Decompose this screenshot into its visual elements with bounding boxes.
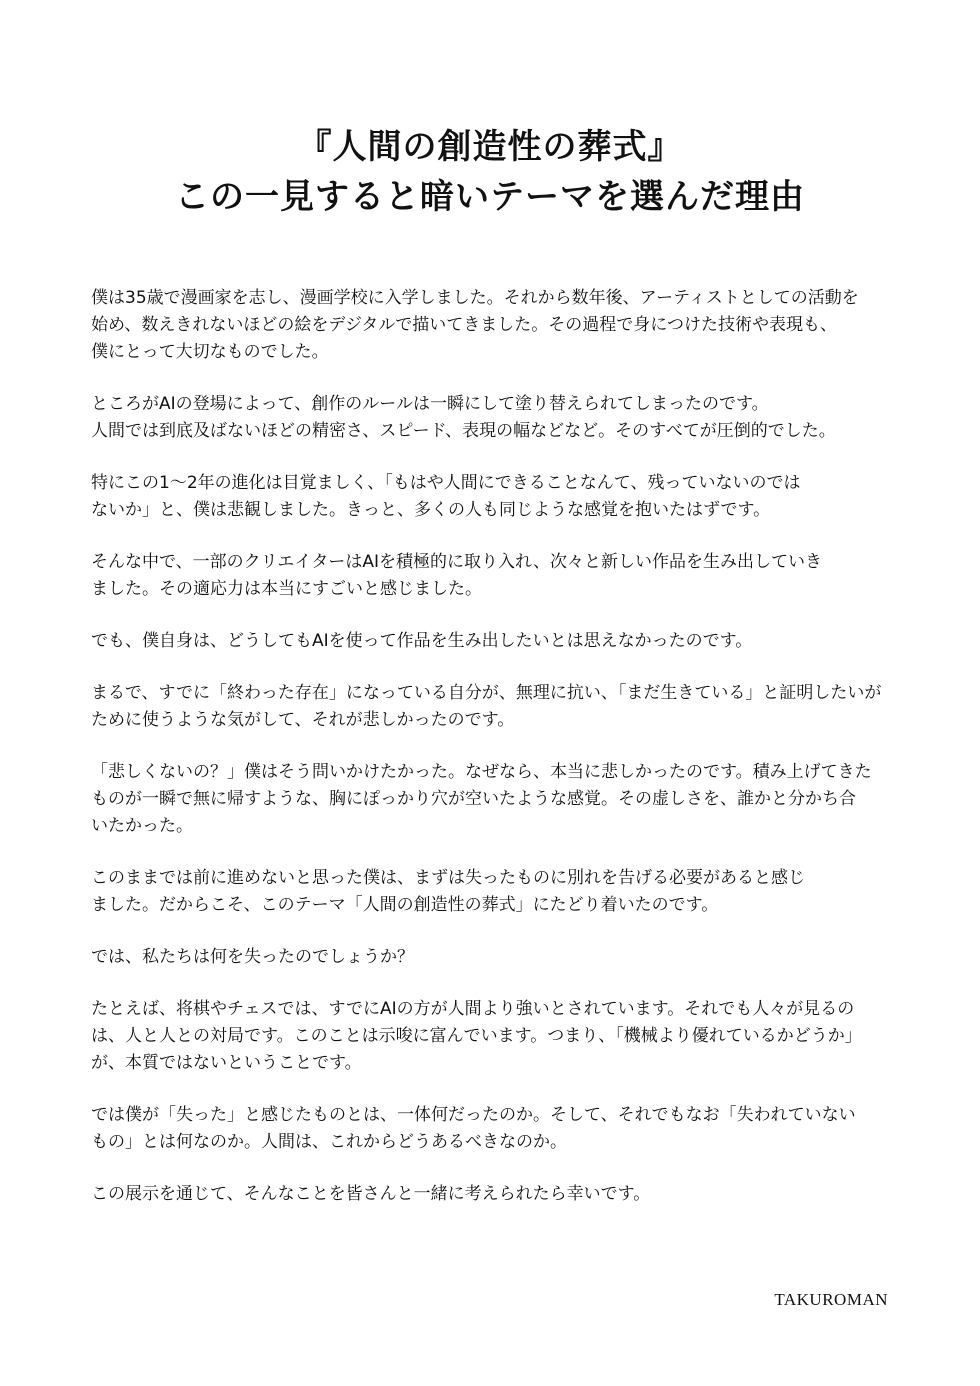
text-line: このままでは前に進めないと思った僕は、まずは失ったものに別れを告げる必要があると感じ — [91, 868, 805, 888]
paragraph-3 — [91, 470, 891, 524]
paragraph-5 — [91, 628, 891, 655]
paragraph-12 — [91, 1181, 891, 1208]
text-line: ものが一瞬で無に帰すような、胸にぽっかり穴が空いたような感覚。その虚しさを、誰かと分かち合 — [91, 789, 856, 809]
text-line: は、人と人との対局です。このことは示唆に富んでいます。つまり、「機械より優れているかどうか」 — [91, 1026, 862, 1046]
paragraph-7 — [91, 759, 891, 840]
text-line: 始め、数えきれないほどの絵をデジタルで描いてきました。その過程で身につけた技術や表現も、 — [91, 315, 837, 335]
text-line: そんな中で、一部のクリエイターはAIを積極的に取り入れ、次々と新しい作品を生み出していき — [91, 552, 822, 572]
text-line: もの」とは何なのか。人間は、これからどうあるべきなのか。 — [91, 1132, 567, 1152]
text-line: まるで、すでに「終わった存在」になっている自分が、無理に抗い、「まだ生きている」と証明したいが — [91, 683, 882, 703]
text-line: たとえば、将棋やチェスでは、すでにAIの方が人間より強いとされています。それでも人々が見るの — [91, 999, 855, 1019]
paragraph-2 — [91, 391, 891, 445]
text-line: では、私たちは何を失ったのでしょうか？ — [91, 947, 414, 967]
text-line: いたかった。 — [91, 816, 193, 836]
text-line: この展示を通じて、そんなことを皆さんと一緒に考えられたら幸いです。 — [91, 1184, 651, 1204]
title-line-2: この一見すると暗いテーマを選んだ理由 — [175, 177, 805, 217]
paragraph-8 — [91, 865, 891, 919]
document-title — [0, 122, 980, 222]
text-line: ところがAIの登場によって、創作のルールは一瞬にして塗り替えられてしまったのです。 — [91, 394, 769, 414]
body-text — [91, 285, 891, 1233]
text-line: 僕は35歳で漫画家を志し、漫画学校に入学しました。それから数年後、アーティストとしての活動を — [91, 288, 859, 308]
text-line: 人間では到底及ばないほどの精密さ、スピード、表現の幅などなど。そのすべてが圧倒的でした。 — [91, 421, 836, 441]
author-signature: TAKUROMAN — [774, 1290, 888, 1309]
paragraph-9 — [91, 944, 891, 971]
title-line-1: 『人間の創造性の葬式』 — [297, 127, 683, 167]
text-line: ました。だからこそ、このテーマ「人間の創造性の葬式」にたどり着いたのです。 — [91, 895, 719, 915]
text-line: ました。その適応力は本当にすごいと感じました。 — [91, 579, 482, 599]
text-line: 僕にとって大切なものでした。 — [91, 342, 329, 362]
text-line: でも、僕自身は、どうしてもAIを使って作品を生み出したいとは思えなかったのです。 — [91, 631, 753, 651]
text-line: ないか」と、僕は悲観しました。きっと、多くの人も同じような感覚を抱いたはずです。 — [91, 500, 771, 520]
paragraph-6 — [91, 680, 891, 734]
text-line: ために使うような気がして、それが悲しかったのです。 — [91, 710, 515, 730]
paragraph-1 — [91, 285, 891, 366]
text-line: 特にこの1〜2年の進化は目覚ましく、「もはや人間にできることなんて、残っていないのでは — [91, 473, 801, 493]
text-line: が、本質ではないということです。 — [91, 1053, 362, 1073]
text-line: 「悲しくないの？」僕はそう問いかけたかった。なぜなら、本当に悲しかったのです。積み上げてきた — [91, 762, 872, 782]
paragraph-4 — [91, 549, 891, 603]
text-line: では僕が「失った」と感じたものとは、一体何だったのか。そして、それでもなお「失われていない — [91, 1105, 856, 1125]
paragraph-11 — [91, 1102, 891, 1156]
paragraph-10 — [91, 996, 891, 1077]
